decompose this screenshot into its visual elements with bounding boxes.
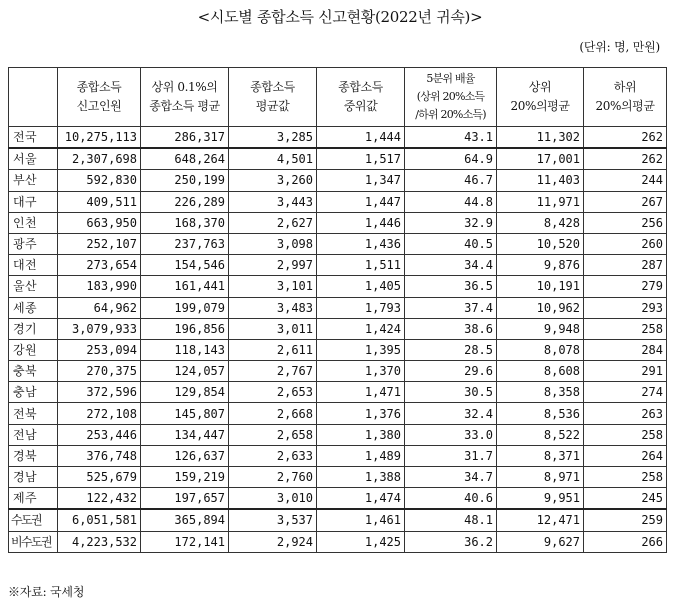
- mean-cell: 3,285: [229, 127, 317, 149]
- top20-avg-cell: 11,302: [497, 127, 584, 149]
- table-row: [9, 255, 667, 276]
- region-cell: 대전: [9, 255, 58, 276]
- region-cell: 강원: [9, 339, 58, 360]
- filers-cell: 253,094: [58, 339, 141, 360]
- top20-avg-cell: 8,358: [497, 382, 584, 403]
- quintile-ratio-cell: 40.5: [405, 233, 497, 254]
- table-row: [9, 148, 667, 170]
- quintile-ratio-cell: 34.7: [405, 467, 497, 488]
- quintile-ratio-cell: 32.4: [405, 403, 497, 424]
- median-cell: 1,424: [317, 318, 405, 339]
- quintile-ratio-cell: 40.6: [405, 488, 497, 510]
- region-cell: 광주: [9, 233, 58, 254]
- header-top20-avg: 상위 20%의평균: [497, 68, 584, 127]
- median-cell: 1,447: [317, 191, 405, 212]
- income-report-table: [8, 67, 667, 553]
- bottom20-avg-cell: 262: [584, 127, 667, 149]
- mean-cell: 2,997: [229, 255, 317, 276]
- median-cell: 1,471: [317, 382, 405, 403]
- bottom20-avg-cell: 258: [584, 424, 667, 445]
- top01-avg-cell: 197,657: [141, 488, 229, 510]
- table-header-row: [9, 68, 667, 127]
- bottom20-avg-cell: 267: [584, 191, 667, 212]
- bottom20-avg-cell: 245: [584, 488, 667, 510]
- filers-cell: 6,051,581: [58, 509, 141, 531]
- quintile-ratio-cell: 34.4: [405, 255, 497, 276]
- median-cell: 1,425: [317, 531, 405, 552]
- top20-avg-cell: 17,001: [497, 148, 584, 170]
- header-median: 종합소득 중위값: [317, 68, 405, 127]
- top01-avg-cell: 199,079: [141, 297, 229, 318]
- region-cell: 제주: [9, 488, 58, 510]
- region-cell: 수도권: [9, 509, 58, 531]
- mean-cell: 2,611: [229, 339, 317, 360]
- region-cell: 전북: [9, 403, 58, 424]
- filers-cell: 253,446: [58, 424, 141, 445]
- region-cell: 울산: [9, 276, 58, 297]
- mean-cell: 3,537: [229, 509, 317, 531]
- mean-cell: 2,767: [229, 361, 317, 382]
- mean-cell: 3,101: [229, 276, 317, 297]
- top20-avg-cell: 11,403: [497, 170, 584, 191]
- median-cell: 1,388: [317, 467, 405, 488]
- bottom20-avg-cell: 263: [584, 403, 667, 424]
- filers-cell: 2,307,698: [58, 148, 141, 170]
- top01-avg-cell: 250,199: [141, 170, 229, 191]
- mean-cell: 3,011: [229, 318, 317, 339]
- region-cell: 전남: [9, 424, 58, 445]
- region-cell: 전국: [9, 127, 58, 149]
- table-row: [9, 531, 667, 552]
- median-cell: 1,395: [317, 339, 405, 360]
- filers-cell: 372,596: [58, 382, 141, 403]
- top20-avg-cell: 12,471: [497, 509, 584, 531]
- filers-cell: 10,275,113: [58, 127, 141, 149]
- median-cell: 1,793: [317, 297, 405, 318]
- page-title: <시도별 종합소득 신고현황(2022년 귀속)>: [197, 8, 483, 26]
- top20-avg-cell: 10,962: [497, 297, 584, 318]
- header-region: [9, 68, 58, 127]
- top01-avg-cell: 237,763: [141, 233, 229, 254]
- filers-cell: 252,107: [58, 233, 141, 254]
- quintile-ratio-cell: 29.6: [405, 361, 497, 382]
- bottom20-avg-cell: 266: [584, 531, 667, 552]
- table-row: [9, 170, 667, 191]
- region-cell: 충남: [9, 382, 58, 403]
- top20-avg-cell: 8,971: [497, 467, 584, 488]
- table-row: [9, 361, 667, 382]
- top20-avg-cell: 10,191: [497, 276, 584, 297]
- top01-avg-cell: 286,317: [141, 127, 229, 149]
- top01-avg-cell: 118,143: [141, 339, 229, 360]
- filers-cell: 3,079,933: [58, 318, 141, 339]
- mean-cell: 2,924: [229, 531, 317, 552]
- table-row: [9, 318, 667, 339]
- quintile-ratio-cell: 28.5: [405, 339, 497, 360]
- quintile-ratio-cell: 31.7: [405, 445, 497, 466]
- mean-cell: 3,483: [229, 297, 317, 318]
- filers-cell: 663,950: [58, 212, 141, 233]
- header-mean: 종합소득 평균값: [229, 68, 317, 127]
- region-cell: 인천: [9, 212, 58, 233]
- table-row: [9, 488, 667, 510]
- table-row: [9, 382, 667, 403]
- top01-avg-cell: 365,894: [141, 509, 229, 531]
- mean-cell: 2,658: [229, 424, 317, 445]
- median-cell: 1,380: [317, 424, 405, 445]
- quintile-ratio-cell: 36.5: [405, 276, 497, 297]
- bottom20-avg-cell: 259: [584, 509, 667, 531]
- mean-cell: 3,098: [229, 233, 317, 254]
- bottom20-avg-cell: 291: [584, 361, 667, 382]
- bottom20-avg-cell: 260: [584, 233, 667, 254]
- top20-avg-cell: 8,608: [497, 361, 584, 382]
- top20-avg-cell: 8,536: [497, 403, 584, 424]
- median-cell: 1,489: [317, 445, 405, 466]
- region-cell: 서울: [9, 148, 58, 170]
- source-note: ※자료: 국세청: [8, 585, 85, 599]
- quintile-ratio-cell: 48.1: [405, 509, 497, 531]
- top20-avg-cell: 8,371: [497, 445, 584, 466]
- filers-cell: 409,511: [58, 191, 141, 212]
- quintile-ratio-cell: 44.8: [405, 191, 497, 212]
- mean-cell: 2,653: [229, 382, 317, 403]
- top01-avg-cell: 196,856: [141, 318, 229, 339]
- quintile-ratio-cell: 30.5: [405, 382, 497, 403]
- top20-avg-cell: 8,522: [497, 424, 584, 445]
- top01-avg-cell: 134,447: [141, 424, 229, 445]
- quintile-ratio-cell: 43.1: [405, 127, 497, 149]
- quintile-ratio-cell: 36.2: [405, 531, 497, 552]
- quintile-ratio-cell: 64.9: [405, 148, 497, 170]
- mean-cell: 3,443: [229, 191, 317, 212]
- top20-avg-cell: 9,951: [497, 488, 584, 510]
- bottom20-avg-cell: 262: [584, 148, 667, 170]
- bottom20-avg-cell: 279: [584, 276, 667, 297]
- top20-avg-cell: 9,876: [497, 255, 584, 276]
- table-row: [9, 424, 667, 445]
- unit-note: (단위: 명, 만원): [579, 40, 660, 54]
- filers-cell: 4,223,532: [58, 531, 141, 552]
- region-cell: 충북: [9, 361, 58, 382]
- bottom20-avg-cell: 287: [584, 255, 667, 276]
- table-body: [9, 127, 667, 553]
- filers-cell: 122,432: [58, 488, 141, 510]
- region-cell: 경기: [9, 318, 58, 339]
- filers-cell: 272,108: [58, 403, 141, 424]
- median-cell: 1,347: [317, 170, 405, 191]
- filers-cell: 183,990: [58, 276, 141, 297]
- top20-avg-cell: 11,971: [497, 191, 584, 212]
- top20-avg-cell: 9,627: [497, 531, 584, 552]
- top01-avg-cell: 168,370: [141, 212, 229, 233]
- region-cell: 대구: [9, 191, 58, 212]
- table-row: [9, 233, 667, 254]
- bottom20-avg-cell: 293: [584, 297, 667, 318]
- mean-cell: 4,501: [229, 148, 317, 170]
- top20-avg-cell: 10,520: [497, 233, 584, 254]
- top01-avg-cell: 145,807: [141, 403, 229, 424]
- bottom20-avg-cell: 244: [584, 170, 667, 191]
- median-cell: 1,461: [317, 509, 405, 531]
- region-cell: 경남: [9, 467, 58, 488]
- header-filers: 종합소득 신고인원: [58, 68, 141, 127]
- filers-cell: 64,962: [58, 297, 141, 318]
- median-cell: 1,376: [317, 403, 405, 424]
- table-row: [9, 403, 667, 424]
- median-cell: 1,405: [317, 276, 405, 297]
- table-row: [9, 509, 667, 531]
- filers-cell: 270,375: [58, 361, 141, 382]
- median-cell: 1,511: [317, 255, 405, 276]
- median-cell: 1,474: [317, 488, 405, 510]
- top01-avg-cell: 126,637: [141, 445, 229, 466]
- median-cell: 1,436: [317, 233, 405, 254]
- top01-avg-cell: 124,057: [141, 361, 229, 382]
- table-row: [9, 191, 667, 212]
- filers-cell: 273,654: [58, 255, 141, 276]
- filers-cell: 525,679: [58, 467, 141, 488]
- top20-avg-cell: 8,078: [497, 339, 584, 360]
- quintile-ratio-cell: 37.4: [405, 297, 497, 318]
- region-cell: 비수도권: [9, 531, 58, 552]
- top01-avg-cell: 648,264: [141, 148, 229, 170]
- top01-avg-cell: 159,219: [141, 467, 229, 488]
- median-cell: 1,446: [317, 212, 405, 233]
- mean-cell: 3,010: [229, 488, 317, 510]
- table-row: [9, 127, 667, 149]
- mean-cell: 2,633: [229, 445, 317, 466]
- bottom20-avg-cell: 256: [584, 212, 667, 233]
- bottom20-avg-cell: 264: [584, 445, 667, 466]
- top20-avg-cell: 8,428: [497, 212, 584, 233]
- mean-cell: 3,260: [229, 170, 317, 191]
- top01-avg-cell: 154,546: [141, 255, 229, 276]
- median-cell: 1,444: [317, 127, 405, 149]
- mean-cell: 2,668: [229, 403, 317, 424]
- table-row: [9, 339, 667, 360]
- filers-cell: 592,830: [58, 170, 141, 191]
- header-top01-avg: 상위 0.1%의 종합소득 평균: [141, 68, 229, 127]
- mean-cell: 2,760: [229, 467, 317, 488]
- region-cell: 경북: [9, 445, 58, 466]
- bottom20-avg-cell: 258: [584, 318, 667, 339]
- top01-avg-cell: 172,141: [141, 531, 229, 552]
- bottom20-avg-cell: 274: [584, 382, 667, 403]
- table-row: [9, 445, 667, 466]
- quintile-ratio-cell: 32.9: [405, 212, 497, 233]
- bottom20-avg-cell: 258: [584, 467, 667, 488]
- header-quintile-ratio: 5분위 배율 (상위 20%소득 /하위 20%소득): [405, 68, 497, 127]
- header-bottom20-avg: 하위 20%의평균: [584, 68, 667, 127]
- top20-avg-cell: 9,948: [497, 318, 584, 339]
- median-cell: 1,370: [317, 361, 405, 382]
- mean-cell: 2,627: [229, 212, 317, 233]
- top01-avg-cell: 129,854: [141, 382, 229, 403]
- top01-avg-cell: 161,441: [141, 276, 229, 297]
- region-cell: 부산: [9, 170, 58, 191]
- region-cell: 세종: [9, 297, 58, 318]
- table-row: [9, 297, 667, 318]
- median-cell: 1,517: [317, 148, 405, 170]
- quintile-ratio-cell: 38.6: [405, 318, 497, 339]
- table-row: [9, 212, 667, 233]
- quintile-ratio-cell: 33.0: [405, 424, 497, 445]
- top01-avg-cell: 226,289: [141, 191, 229, 212]
- table-row: [9, 467, 667, 488]
- filers-cell: 376,748: [58, 445, 141, 466]
- quintile-ratio-cell: 46.7: [405, 170, 497, 191]
- bottom20-avg-cell: 284: [584, 339, 667, 360]
- table-row: [9, 276, 667, 297]
